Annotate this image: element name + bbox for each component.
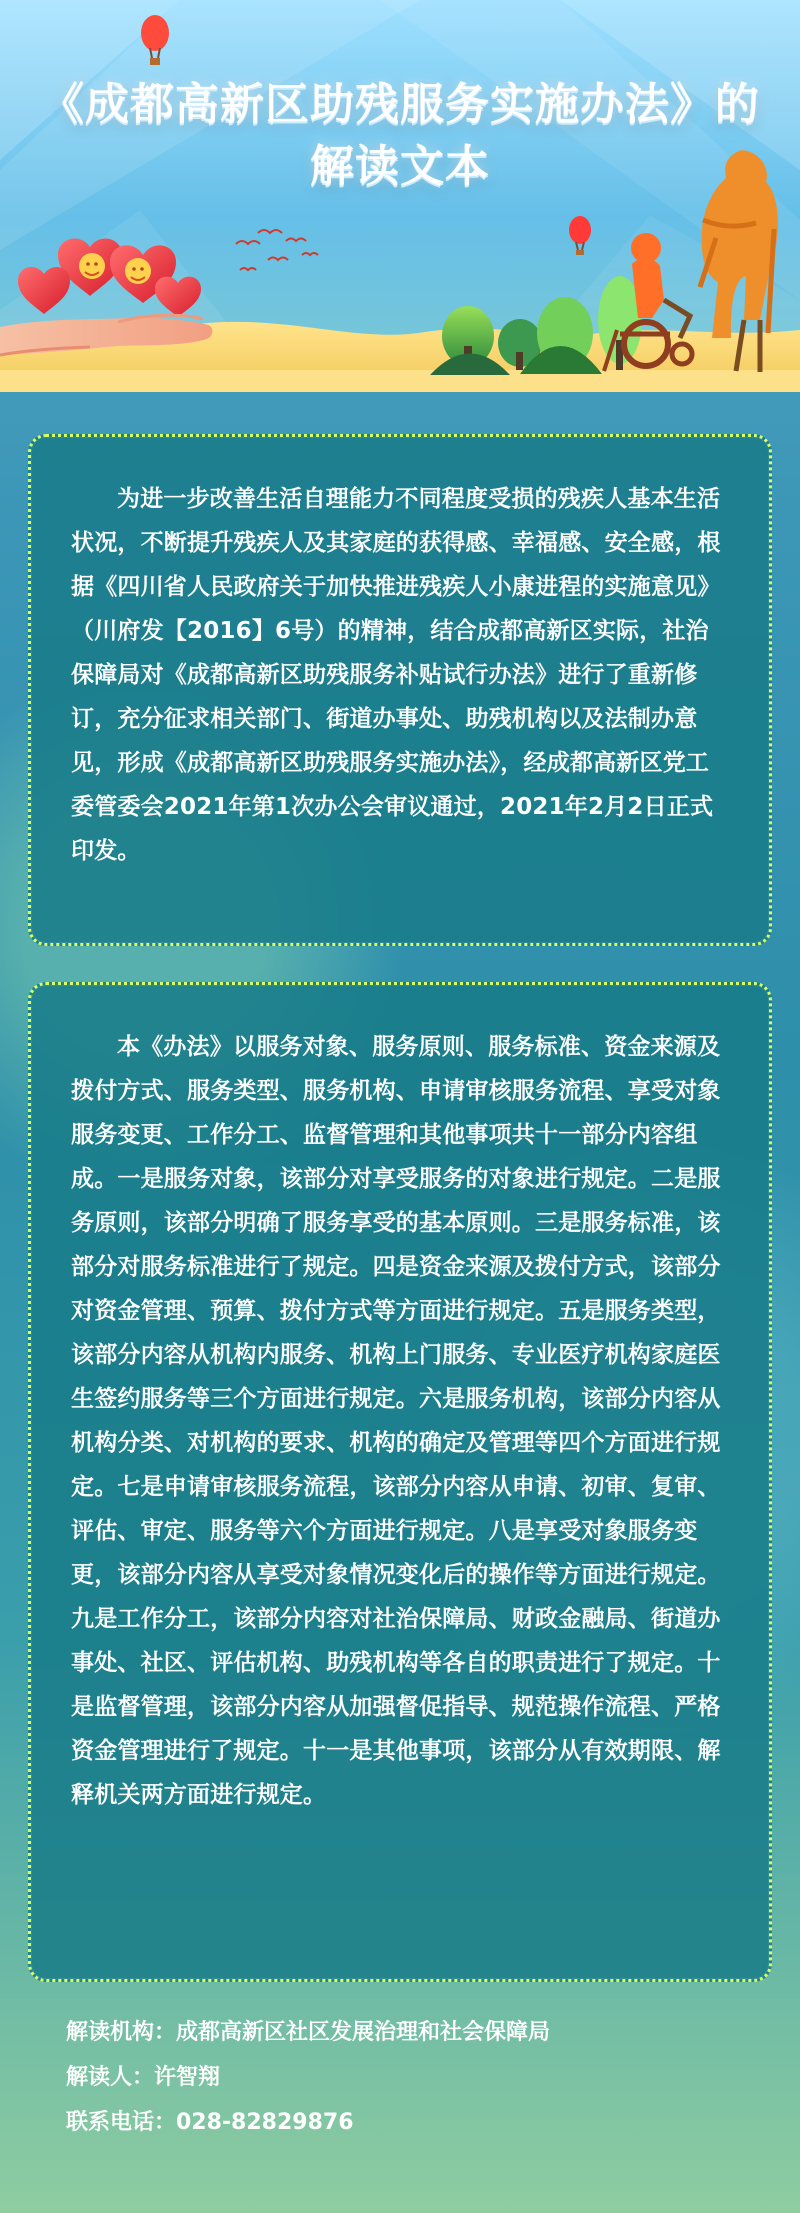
intro-card — [28, 434, 772, 946]
footer-info — [66, 2010, 746, 2145]
page-title — [0, 74, 800, 198]
interpreter-name: 解读人：许智翔 — [66, 2065, 221, 2090]
details-card — [28, 982, 772, 1982]
title-line-1: 《成都高新区助残服务实施办法》的 — [40, 79, 760, 130]
title-line-2: 解读文本 — [310, 141, 490, 192]
details-paragraph: 本《办法》以服务对象、服务原则、服务标准、资金来源及拨付方式、服务类型、服务机构、申请审核服务流程、享受对象服务变更、工作分工、监督管理和其他事项共十一部分内容组成。一是服务对象，该部分对享受服务的对象进行规定。二是服务原则，该部分明确了服务享受的基本原则。三是服务标准，该部分对服务标准进行了规定。四是资金来源及拨付方式，该部分对资金管理、预算、拨付方式等方面进行规定。五是服务类型，该部分内容从机构内服务、机构上门服务、专业医疗机构家庭医生签约服务等三个方面进行规定。六是服务机构，该部分内容从机构分类、对机构的要求、机构的确定及管理等四个方面进行规定。七是申请审核服务流程，该部分内容从申请、初审、复审、评估、审定、服务等六个方面进行规定。八是享受对象服务变更，该部分内容从享受对象情况变化后的操作等方面进行规定。九是工作分工，该部分内容对社治保障局、财政金融局、街道办事处、社区、评估机构、助残机构等各自的职责进行了规定。十是监督管理，该部分内容从加强督促指导、规范操作流程、严格资金管理进行了规定。十一是其他事项，该部分从有效期限、解释机关两方面进行规定。 — [71, 1034, 721, 1808]
header-banner — [0, 0, 800, 392]
contact-phone: 联系电话：028-82829876 — [66, 2110, 354, 2135]
interpreting-agency: 解读机构：成都高新区社区发展治理和社会保障局 — [66, 2020, 551, 2045]
intro-paragraph: 为进一步改善生活自理能力不同程度受损的残疾人基本生活状况，不断提升残疾人及其家庭的获得感、幸福感、安全感，根据《四川省人民政府关于加快推进残疾人小康进程的实施意见》（川府发【2016】6号）的精神，结合成都高新区实际，社治保障局对《成都高新区助残服务补贴试行办法》进行了重新修订，充分征求相关部门、街道办事处、助残机构以及法制办意见，形成《成都高新区助残服务实施办法》，经成都高新区党工委管委会2021年第1次办公会审议通过，2021年2月2日正式印发。 — [71, 486, 721, 864]
